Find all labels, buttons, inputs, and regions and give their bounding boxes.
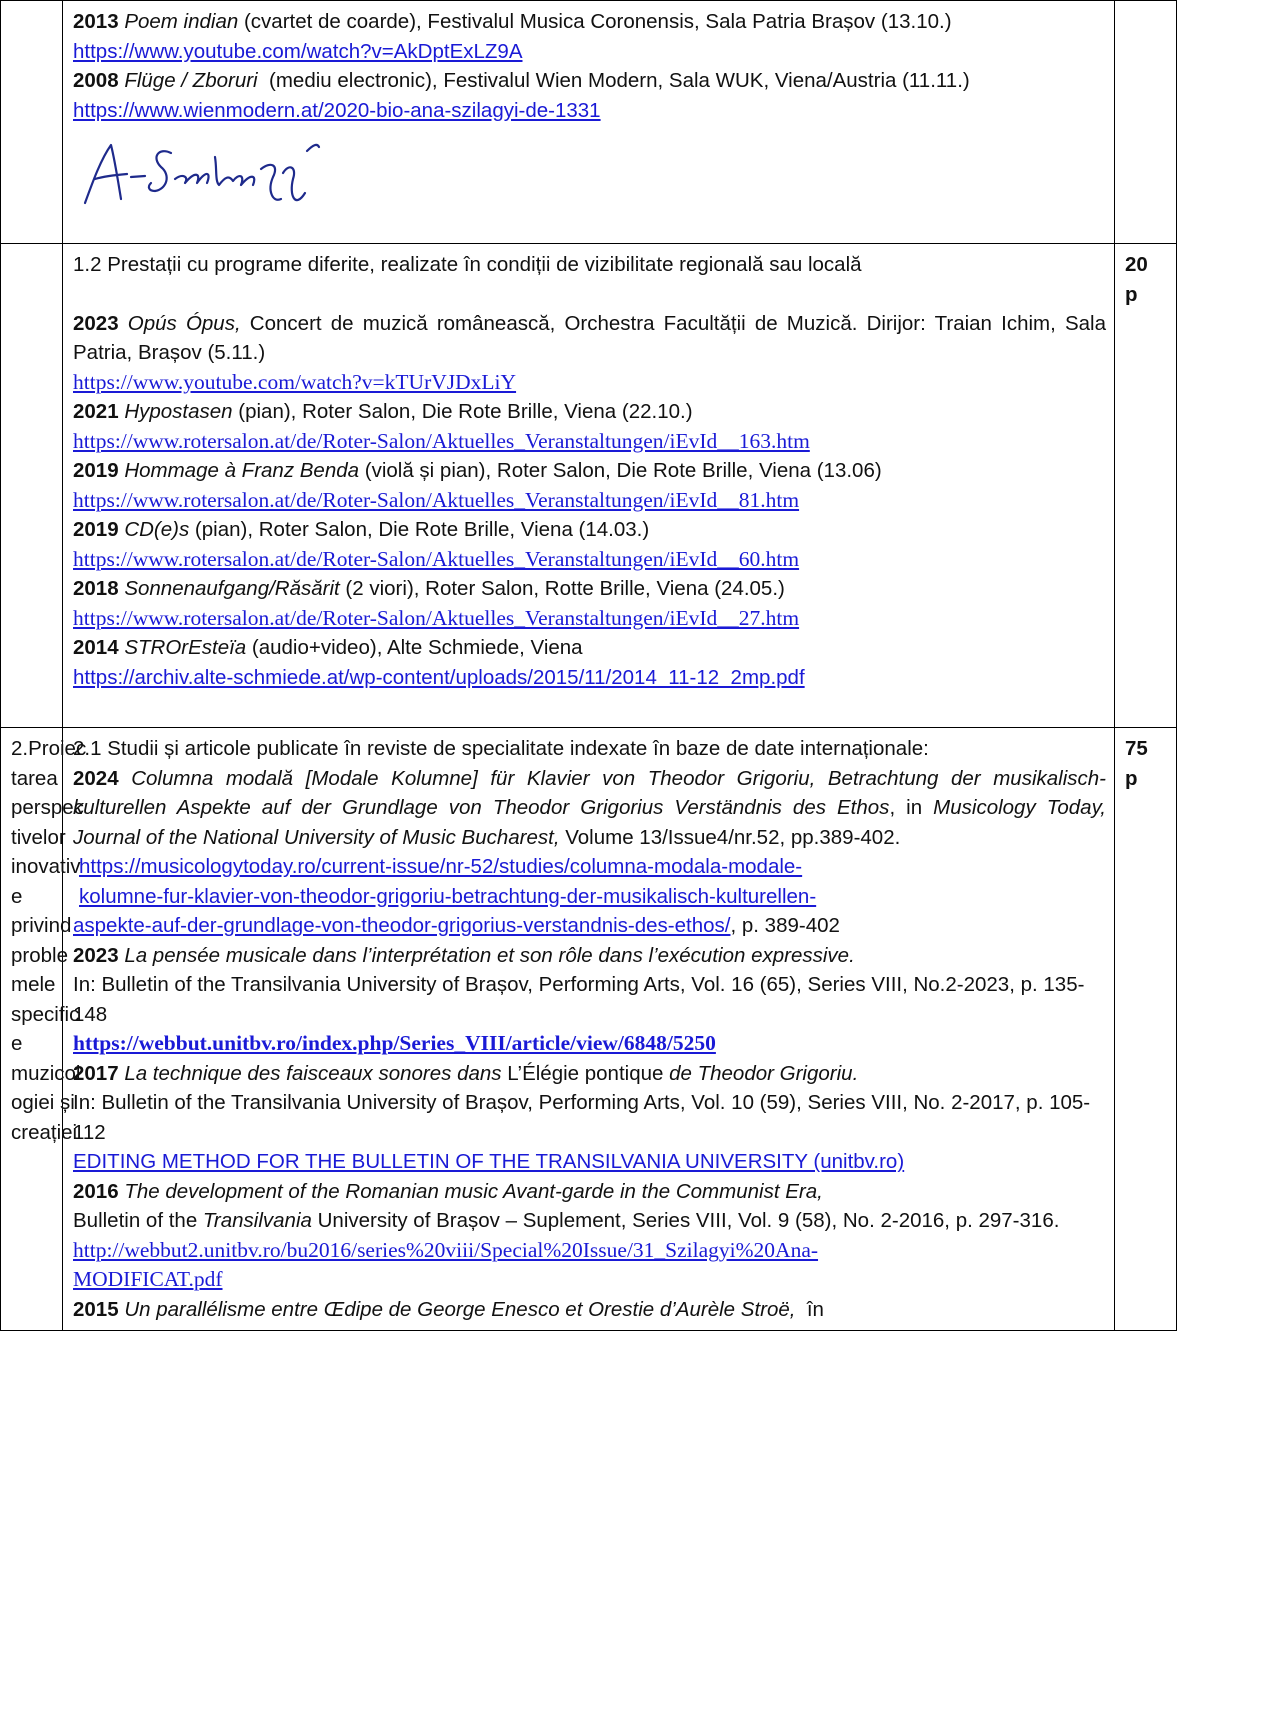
category-line: mele xyxy=(11,973,56,996)
list-item xyxy=(73,7,1106,37)
entry-link[interactable]: aspekte-auf-der-grundlage-von-theodor-grigorius-verstandnis-des-ethos/ xyxy=(73,914,731,937)
list-item xyxy=(73,456,1106,486)
entry-details: (audio+video), Alte Schmiede, Viena xyxy=(246,636,583,659)
points-unit: p xyxy=(1125,282,1138,306)
category-line: perspec xyxy=(11,796,84,819)
entry-journal: Musicology Today, Journal of the National University of Music Bucharest, xyxy=(73,796,1106,849)
entry-details: în xyxy=(795,1297,824,1321)
entry-title-part: de Theodor Grigoriu. xyxy=(669,1061,859,1085)
entry-title: Un parallélisme entre Œdipe de George Enesco et Orestie d’Aurèle Stroë, xyxy=(124,1297,796,1321)
category-line: creației xyxy=(11,1120,78,1144)
points-cell xyxy=(1115,1,1177,244)
entry-year: 2016 xyxy=(73,1179,119,1203)
entry-title: Columna modală [Modale Kolumne] für Klavier von Theodor Grigoriu, Betrachtung der musikalisch-kulturellen Aspekte auf der Grundlage von Theodor Grigorius Verständnis des Ethos xyxy=(73,766,1106,819)
table-row xyxy=(1,1,1177,244)
entry-title: The development of the Romanian music Avant-garde in the Communist Era, xyxy=(124,1179,823,1203)
section-heading: 2.1 Studii și articole publicate în reviste de specialitate indexate în baze de date internaționale: xyxy=(73,737,929,760)
entry-link[interactable]: https://www.rotersalon.at/de/Roter-Salon/Aktuelles_Veranstaltungen/iEvId__60.htm xyxy=(73,546,800,571)
entry-details: (mediu electronic), Festivalul Wien Modern, Sala WUK, Viena/Austria (11.11.) xyxy=(257,69,970,92)
entry-year: 2024 xyxy=(73,766,119,790)
entry-link[interactable]: https://www.rotersalon.at/de/Roter-Salon/Aktuelles_Veranstaltungen/iEvId__81.htm xyxy=(73,487,800,512)
content-cell xyxy=(63,244,1115,728)
list-item xyxy=(73,574,1106,604)
entry-details: (pian), Roter Salon, Die Rote Brille, Viena (14.03.) xyxy=(189,518,650,541)
list-item xyxy=(73,309,1106,368)
entry-details: (pian), Roter Salon, Die Rote Brille, Viena (22.10.) xyxy=(232,400,693,423)
category-cell xyxy=(1,1,63,244)
entry-title: Sonnenaufgang/Răsărit xyxy=(124,577,340,600)
entry-title-part: L’Élégie pontique xyxy=(501,1061,670,1085)
entry-link-block xyxy=(73,852,1106,941)
entry-year: 2019 xyxy=(73,459,119,482)
entry-link[interactable]: MODIFICAT.pdf xyxy=(73,1267,223,1291)
entry-link[interactable]: EDITING METHOD FOR THE BULLETIN OF THE TRANSILVANIA UNIVERSITY (unitbv.ro) xyxy=(73,1150,905,1173)
list-item xyxy=(73,397,1106,427)
entry-year: 2015 xyxy=(73,1297,119,1321)
list-item xyxy=(73,1295,1106,1325)
category-line: e xyxy=(11,1032,23,1055)
entry-link[interactable]: https://musicologytoday.ro/current-issue/nr-52/studies/columna-modala-modale- xyxy=(79,855,803,878)
points-value: 20 xyxy=(1125,253,1148,276)
list-item xyxy=(73,1177,1106,1207)
entry-details: , in xyxy=(889,796,934,819)
points-cell xyxy=(1115,244,1177,728)
list-item xyxy=(73,66,1106,96)
entry-year: 2008 xyxy=(73,69,119,92)
entry-details: In: Bulletin of the Transilvania University of Brașov, Performing Arts, Vol. 10 (59), Series VIII, No. 2-2017, p. 105-112 xyxy=(73,1091,1091,1144)
entry-year: 2013 xyxy=(73,10,119,33)
category-line: inovativ xyxy=(11,855,81,878)
category-line: e xyxy=(11,884,23,908)
entry-year: 2021 xyxy=(73,400,119,423)
entry-details: (2 viori), Roter Salon, Rotte Brille, Viena (24.05.) xyxy=(339,577,785,600)
entry-details: (cvartet de coarde), Festivalul Musica Coronensis, Sala Patria Brașov (13.10.) xyxy=(238,10,952,33)
entry-details-italic: Transilvania xyxy=(202,1209,312,1232)
entry-year: 2019 xyxy=(73,518,119,541)
entry-details: University of Brașov – Suplement, Series VIII, Vol. 9 (58), No. 2-2016, p. 297-316. xyxy=(311,1209,1060,1232)
points-unit: p xyxy=(1125,766,1138,790)
entry-title: STROrEsteïa xyxy=(124,636,247,659)
entry-link[interactable]: https://www.youtube.com/watch?v=kTUrVJDxLiY xyxy=(73,369,517,394)
entry-details: In: Bulletin of the Transilvania University of Brașov, Performing Arts, Vol. 16 (65), Series VIII, No.2-2023, p. 135-148 xyxy=(73,973,1085,1026)
entry-details: Bulletin of the xyxy=(73,1209,203,1232)
entry-year: 2023 xyxy=(73,311,119,335)
points-value: 75 xyxy=(1125,737,1148,760)
entry-year: 2023 xyxy=(73,943,119,967)
list-item xyxy=(73,764,1106,853)
list-item xyxy=(73,1059,1106,1089)
list-item xyxy=(73,633,1106,663)
entry-link[interactable]: https://webbut.unitbv.ro/index.php/Series_VIII/article/view/6848/5250 xyxy=(73,1031,716,1055)
category-line: ogiei și xyxy=(11,1091,75,1114)
category-line: tivelor xyxy=(11,825,66,849)
entry-year: 2018 xyxy=(73,577,119,600)
entry-title: Hypostasen xyxy=(124,400,233,423)
entry-details: Concert de muzică românească, Orchestra Facultății de Muzică. Dirijor: Traian Ichim, Sala Patria, Brașov (5.11.) xyxy=(73,311,1106,364)
entry-title: La technique des faisceaux sonores dans xyxy=(124,1061,502,1085)
table-row xyxy=(1,728,1177,1331)
entry-title: La pensée musicale dans l’interprétation et son rôle dans l’exécution expressive. xyxy=(124,943,855,967)
entry-title: Opús Ópus, xyxy=(127,311,241,335)
entry-link[interactable]: https://www.wienmodern.at/2020-bio-ana-szilagyi-de-1331 xyxy=(73,98,601,122)
category-line: muzicol xyxy=(11,1061,81,1085)
entry-link[interactable]: https://www.youtube.com/watch?v=AkDptExLZ9A xyxy=(73,39,523,63)
table-row xyxy=(1,244,1177,728)
section-heading: 1.2 Prestații cu programe diferite, realizate în condiții de vizibilitate regională sau locală xyxy=(73,253,862,276)
entry-link[interactable]: https://www.rotersalon.at/de/Roter-Salon/Aktuelles_Veranstaltungen/iEvId__163.htm xyxy=(73,428,810,453)
category-cell xyxy=(1,728,87,1331)
entry-link[interactable]: https://archiv.alte-schmiede.at/wp-content/uploads/2015/11/2014_11-12_2mp.pdf xyxy=(73,665,805,689)
entry-year: 2014 xyxy=(73,636,119,659)
category-line: 2.Proiec xyxy=(11,737,87,760)
content-cell xyxy=(63,1,1115,244)
entry-title: CD(e)s xyxy=(124,518,190,541)
entry-pages: , p. 389-402 xyxy=(730,914,840,937)
entry-details: Volume 13/Issue4/nr.52, pp.389-402. xyxy=(559,825,901,849)
entry-year: 2017 xyxy=(73,1061,119,1085)
entry-link[interactable]: kolumne-fur-klavier-von-theodor-grigoriu-betrachtung-der-musikalisch-kulturellen- xyxy=(79,884,817,908)
entry-details: (violă și pian), Roter Salon, Die Rote Brille, Viena (13.06) xyxy=(359,459,882,482)
entry-link[interactable]: https://www.rotersalon.at/de/Roter-Salon/Aktuelles_Veranstaltungen/iEvId__27.htm xyxy=(73,605,800,630)
entry-title: Flüge / Zboruri xyxy=(124,69,258,92)
signature-image xyxy=(75,133,325,211)
points-cell xyxy=(1115,728,1177,1331)
category-line: proble xyxy=(11,943,68,967)
list-item xyxy=(73,941,1106,971)
content-cell xyxy=(63,728,1115,1331)
entry-title: Poem indian xyxy=(124,10,239,33)
entry-link[interactable]: http://webbut2.unitbv.ro/bu2016/series%20viii/Special%20Issue/31_Szilagyi%20Ana- xyxy=(73,1237,819,1262)
category-line: privind xyxy=(11,914,72,937)
category-line: specific xyxy=(11,1002,80,1026)
category-cell xyxy=(1,244,63,728)
list-item xyxy=(73,515,1106,545)
category-line: tarea xyxy=(11,766,58,790)
entry-title: Hommage à Franz Benda xyxy=(124,459,360,482)
